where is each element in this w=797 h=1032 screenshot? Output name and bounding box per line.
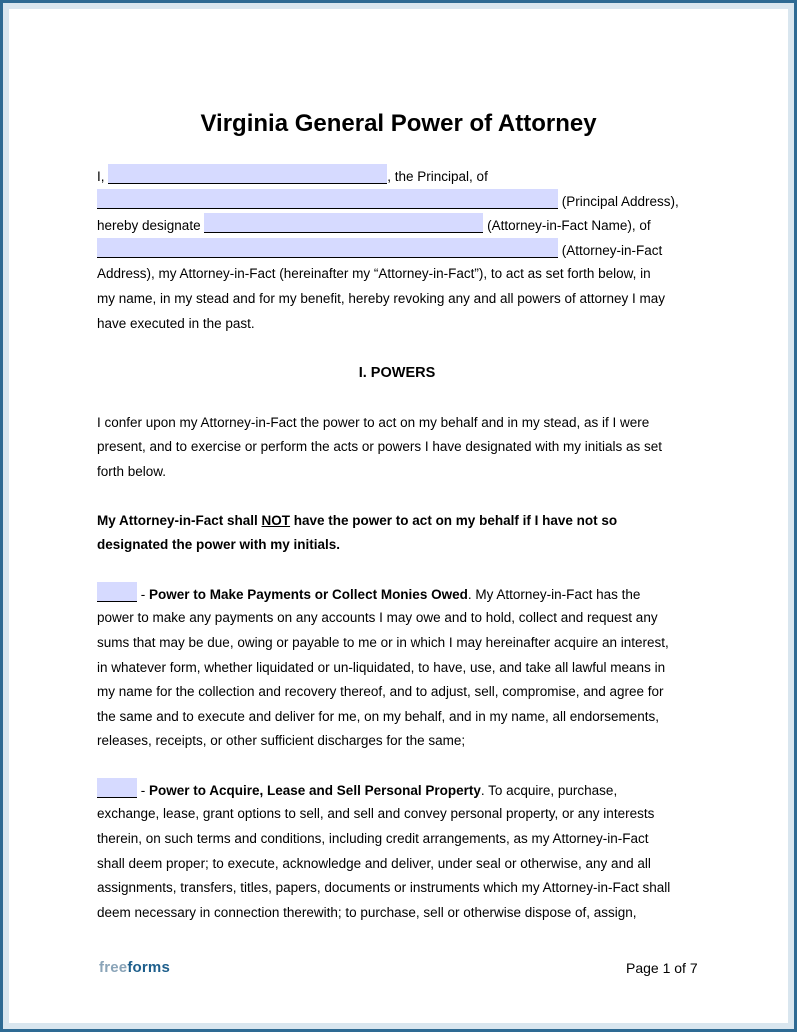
power-payments-line: in whatever form, whether liquidated or un-liquidated, to have, use, and take all lawful means in xyxy=(97,659,666,675)
intro-line-4: (Attorney-in-Fact xyxy=(97,238,697,263)
document-title: Virginia General Power of Attorney xyxy=(200,110,597,137)
power-payments-line: power to make any payments on any accounts I may owe and to hold, collect and request any xyxy=(97,610,658,626)
intro-line-3: hereby designate (Attorney-in-Fact Name), of xyxy=(97,213,697,238)
not-power-line-2: designated the power with my initials. xyxy=(97,537,341,553)
attorney-address-field[interactable] xyxy=(97,238,558,258)
document-body xyxy=(97,164,697,949)
power-payments-line: sums that may be due, owing or payable to me or in which I may hereinafter acquire an interest, xyxy=(97,634,669,650)
power-payments-line: releases, receipts, or other sufficient discharges for the same; xyxy=(97,733,466,749)
document-page xyxy=(14,14,783,1018)
power-payments-line: the same and to execute and deliver for me, on my behalf, and in my name, all endorsements, xyxy=(97,708,660,724)
intro-line-1: I, , the Principal, of xyxy=(97,164,697,189)
power-property-title: Power to Acquire, Lease and Sell Personal Property xyxy=(149,782,481,798)
page-number: Page 1 of 7 xyxy=(626,960,698,976)
intro-line-5: Address), my Attorney-in-Fact (hereinafter my “Attorney-in-Fact”), to act as set forth below, in xyxy=(97,266,651,282)
power-property-line: exchange, lease, grant options to sell, and sell and convey personal property, or any interests xyxy=(97,806,655,822)
intro-line-2: (Principal Address), xyxy=(97,189,697,214)
confer-line: present, and to exercise or perform the acts or powers I have designated with my initials as set xyxy=(97,439,663,455)
power-property-line: therein, on such terms and conditions, including credit arrangements, as my Attorney-in-Fact xyxy=(97,831,649,847)
section-heading-powers: I. POWERS xyxy=(358,365,436,382)
confer-line: forth below. xyxy=(97,463,167,479)
power-property-line: assignments, transfers, titles, papers, documents or instruments which my Attorney-in-Fact shall xyxy=(97,880,671,896)
freeforms-logo: freeforms xyxy=(99,959,171,976)
not-power-paragraph xyxy=(97,509,697,558)
attorney-name-field[interactable] xyxy=(204,213,483,233)
power-payments-title: Power to Make Payments or Collect Monies Owed xyxy=(149,586,468,602)
principal-address-field[interactable] xyxy=(97,189,558,209)
confer-paragraph xyxy=(97,411,697,485)
power-property-line: shall deem proper; to execute, acknowledge and deliver, under seal or otherwise, any and all xyxy=(97,855,651,871)
principal-name-field[interactable] xyxy=(108,164,387,184)
not-power-line-1: My Attorney-in-Fact shall NOT have the power to act on my behalf if I have not so xyxy=(97,512,618,528)
power-payments-first-line: - Power to Make Payments or Collect Monies Owed. My Attorney-in-Fact has the xyxy=(97,582,697,607)
power-property-first-line: - Power to Acquire, Lease and Sell Personal Property. To acquire, purchase, xyxy=(97,778,697,803)
power-property-paragraph xyxy=(97,778,697,926)
initials-field-payments[interactable] xyxy=(97,582,137,602)
confer-line: I confer upon my Attorney-in-Fact the power to act on my behalf and in my stead, as if I were xyxy=(97,414,650,430)
power-property-line: deem necessary in connection therewith; to purchase, sell or otherwise dispose of, assign, xyxy=(97,904,637,920)
intro-line-7: have executed in the past. xyxy=(97,315,255,331)
initials-field-property[interactable] xyxy=(97,778,137,798)
power-payments-line: my name for the collection and recovery thereof, and to adjust, sell, compromise, and agree for xyxy=(97,684,664,700)
not-emphasis: NOT xyxy=(261,512,291,528)
intro-line-6: my name, in my stead and for my benefit, hereby revoking any and all powers of attorney I may xyxy=(97,290,666,306)
power-payments-paragraph xyxy=(97,582,697,754)
